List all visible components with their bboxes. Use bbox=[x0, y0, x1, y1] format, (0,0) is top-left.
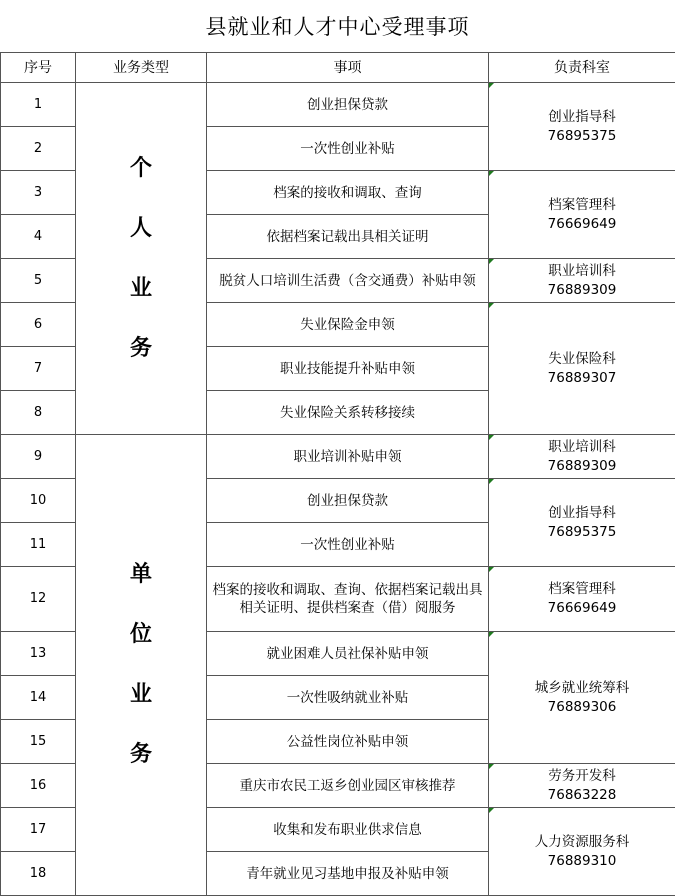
item-cell: 就业困难人员社保补贴申领 bbox=[207, 632, 489, 676]
header-item: 事项 bbox=[207, 53, 489, 83]
office-name: 劳务开发科 bbox=[548, 767, 616, 784]
office-phone: 76669649 bbox=[547, 600, 617, 616]
item-cell: 公益性岗位补贴申领 bbox=[207, 720, 489, 764]
seq-cell: 18 bbox=[1, 852, 76, 896]
type-char: 务 bbox=[129, 742, 152, 767]
office-cell bbox=[489, 171, 675, 259]
item-cell: 失业保险金申领 bbox=[207, 303, 489, 347]
office-cell bbox=[489, 808, 675, 896]
office-phone: 76669649 bbox=[547, 215, 617, 232]
item-cell: 脱贫人口培训生活费（含交通费）补贴申领 bbox=[207, 259, 489, 303]
item-cell: 一次性吸纳就业补贴 bbox=[207, 676, 489, 720]
office-phone: 76889306 bbox=[547, 698, 617, 715]
item-cell: 青年就业见习基地申报及补贴申领 bbox=[207, 852, 489, 896]
type-cell-unit bbox=[76, 435, 207, 896]
type-cell-personal bbox=[76, 83, 207, 435]
office-cell bbox=[489, 764, 675, 808]
office-name: 人力资源服务科 bbox=[534, 833, 630, 850]
office-name: 城乡就业统筹科 bbox=[534, 679, 630, 696]
seq-cell: 2 bbox=[1, 127, 76, 171]
item-cell: 创业担保贷款 bbox=[207, 83, 489, 127]
office-phone: 76889310 bbox=[547, 852, 617, 869]
item-cell: 创业担保贷款 bbox=[207, 479, 489, 523]
header-seq: 序号 bbox=[1, 53, 76, 83]
seq-cell: 16 bbox=[1, 764, 76, 808]
seq-cell: 3 bbox=[1, 171, 76, 215]
services-table bbox=[0, 52, 675, 896]
office-name: 档案管理科 bbox=[548, 581, 616, 597]
seq-cell: 11 bbox=[1, 523, 76, 567]
seq-cell: 13 bbox=[1, 632, 76, 676]
item-cell: 职业培训补贴申领 bbox=[207, 435, 489, 479]
item-cell: 一次性创业补贴 bbox=[207, 523, 489, 567]
office-cell bbox=[489, 479, 675, 567]
office-cell bbox=[489, 259, 675, 303]
office-name: 档案管理科 bbox=[548, 196, 616, 213]
office-cell bbox=[489, 303, 675, 435]
type-char: 业 bbox=[129, 682, 152, 707]
type-char: 务 bbox=[129, 335, 152, 361]
header-type: 业务类型 bbox=[76, 53, 207, 83]
office-name: 创业指导科 bbox=[548, 504, 616, 521]
type-char: 单 bbox=[129, 562, 152, 587]
seq-cell: 12 bbox=[1, 567, 76, 632]
seq-cell: 17 bbox=[1, 808, 76, 852]
seq-cell: 14 bbox=[1, 676, 76, 720]
seq-cell: 5 bbox=[1, 259, 76, 303]
office-phone: 76889307 bbox=[547, 369, 617, 386]
item-cell: 收集和发布职业供求信息 bbox=[207, 808, 489, 852]
seq-cell: 10 bbox=[1, 479, 76, 523]
office-phone: 76895375 bbox=[547, 523, 617, 540]
type-char: 业 bbox=[129, 275, 152, 301]
table-row bbox=[1, 435, 675, 479]
item-cell: 档案的接收和调取、查询 bbox=[207, 171, 489, 215]
office-name: 创业指导科 bbox=[548, 108, 616, 125]
office-cell bbox=[489, 632, 675, 764]
page-title: 县就业和人才中心受理事项 bbox=[205, 15, 470, 39]
item-cell: 依据档案记载出具相关证明 bbox=[207, 215, 489, 259]
table-row bbox=[1, 83, 675, 127]
item-cell: 一次性创业补贴 bbox=[207, 127, 489, 171]
office-cell bbox=[489, 567, 675, 632]
office-phone: 76895375 bbox=[547, 127, 617, 144]
seq-cell: 15 bbox=[1, 720, 76, 764]
seq-cell: 1 bbox=[1, 83, 76, 127]
office-phone: 76889309 bbox=[547, 457, 617, 474]
office-cell bbox=[489, 435, 675, 479]
seq-cell: 4 bbox=[1, 215, 76, 259]
item-cell: 重庆市农民工返乡创业园区审核推荐 bbox=[207, 764, 489, 808]
item-cell: 档案的接收和调取、查询、依据档案记载出具相关证明、提供档案查（借）阅服务 bbox=[207, 567, 489, 632]
office-name: 职业培训科 bbox=[548, 438, 616, 455]
seq-cell: 7 bbox=[1, 347, 76, 391]
header-row bbox=[1, 53, 675, 83]
type-char: 人 bbox=[129, 215, 152, 241]
seq-cell: 9 bbox=[1, 435, 76, 479]
office-phone: 76889309 bbox=[547, 281, 617, 298]
type-char: 个 bbox=[129, 155, 152, 181]
header-office: 负责科室 bbox=[489, 53, 675, 83]
seq-cell: 8 bbox=[1, 391, 76, 435]
office-phone: 76863228 bbox=[547, 786, 617, 803]
office-name: 职业培训科 bbox=[548, 262, 616, 279]
office-name: 失业保险科 bbox=[548, 350, 616, 367]
seq-cell: 6 bbox=[1, 303, 76, 347]
item-cell: 失业保险关系转移接续 bbox=[207, 391, 489, 435]
type-char: 位 bbox=[129, 622, 152, 647]
office-cell bbox=[489, 83, 675, 171]
item-cell: 职业技能提升补贴申领 bbox=[207, 347, 489, 391]
